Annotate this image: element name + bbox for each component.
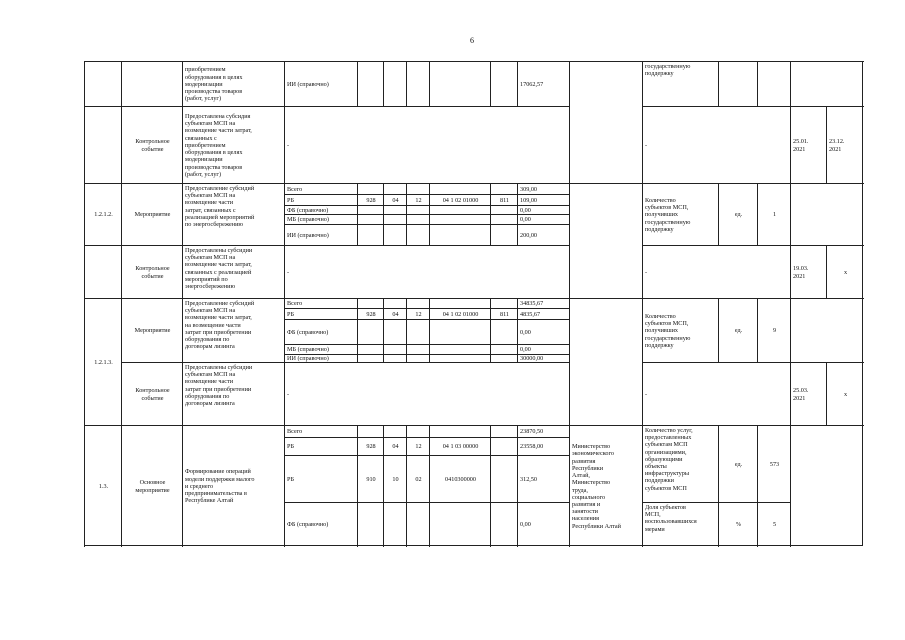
pr-cell-text: 12 [415, 196, 422, 204]
pr-cell-text: 02 [415, 475, 422, 483]
source-cell-text: ФБ (справочно) [287, 328, 329, 336]
date-start-cell-text: 19.03. 2021 [793, 265, 809, 280]
date-end-cell-text: x [843, 390, 848, 398]
source-cell-text: - [287, 390, 290, 398]
description-cell-text: Предоставлены субсидии субъектам МСП на возмещение части затрат при приобретении оборудования по договорам лизинга [185, 364, 253, 408]
source-cell-text: - [287, 268, 290, 276]
source-cell-text: МБ (справочно) [287, 346, 329, 354]
rz-cell-text: 04 [392, 196, 399, 204]
description-cell-text: приобретением оборудования в целях модернизации производства товаров (работ, услуг) [185, 66, 243, 103]
amount-cell-text: 200,00 [520, 231, 538, 239]
csr-cell-text: 04 1 02 01000 [442, 310, 479, 318]
date-end-cell-text: x [843, 268, 848, 276]
source-cell-text: - [287, 141, 290, 149]
rz-cell-text: 10 [392, 475, 399, 483]
source-cell-text: РБ [287, 310, 294, 318]
amount-cell-text: 312,50 [520, 475, 538, 483]
amount-cell-text: 109,00 [520, 196, 538, 204]
gr-cell-text: 928 [366, 443, 376, 451]
amount-cell-text: 4835,67 [520, 310, 541, 318]
rz-cell-text: 04 [392, 310, 399, 318]
source-cell-text: МБ (справочно) [287, 216, 329, 224]
code-cell-text: 1.2.1.3. [94, 358, 113, 366]
type-cell-text: Контрольное событие [135, 387, 170, 402]
amount-cell-text: 0,00 [520, 206, 531, 214]
value-cell-text: 573 [769, 460, 780, 468]
indicator-cell-text: государственную поддержку [645, 63, 691, 78]
indicator-cell-text: Количество субъектов МСП, получивших государственную поддержку [645, 312, 691, 349]
type-cell-text: Основное мероприятие [135, 479, 170, 494]
unit-cell-text: ед. [734, 327, 743, 335]
csr-cell-text: 04 1 03 00000 [442, 443, 479, 451]
amount-cell-text: 34835,67 [520, 300, 544, 308]
source-cell-text: ФБ (справочно) [287, 206, 329, 214]
amount-cell-text: 0,00 [520, 216, 531, 224]
value-cell-text: 9 [772, 327, 777, 335]
indicator-cell-text: - [645, 141, 648, 149]
amount-cell-text: 17062,57 [520, 80, 544, 88]
gr-cell-text: 910 [366, 475, 376, 483]
indicator-cell-text: Количество услуг, предоставленных субъектам МСП организациями, образующими объекты инфраструктуры поддержки субъектов МСП [645, 427, 693, 492]
unit-cell-text: % [735, 521, 742, 529]
rz-cell-text: 04 [392, 443, 399, 451]
indicator-cell-text: - [645, 390, 648, 398]
source-cell-text: РБ [287, 443, 294, 451]
source-cell-text: ИИ (справочно) [287, 231, 329, 239]
pr-cell-text: 12 [415, 310, 422, 318]
source-cell-text: ИИ (справочно) [287, 355, 329, 363]
vr-cell-text: 811 [499, 310, 510, 318]
code-cell-text: 1.3. [98, 482, 109, 490]
source-cell-text: РБ [287, 475, 294, 483]
description-cell-text: Формирование операций модели поддержки малого и среднего предпринимательства в Республике Алтай [185, 468, 255, 505]
source-cell-text: ИИ (справочно) [287, 80, 329, 88]
type-cell-text: Мероприятие [134, 211, 171, 219]
description-cell-text: Предоставлена субсидия субъектам МСП на возмещение части затрат, связанных с приобретением оборудования в целях модернизации производства товаров (работ, услуг) [185, 113, 252, 178]
date-start-cell-text: 25.03. 2021 [793, 387, 809, 402]
amount-cell-text: 30000,00 [520, 355, 544, 363]
type-cell-text: Контрольное событие [135, 265, 170, 280]
csr-cell-text: 04 1 02 01000 [442, 196, 479, 204]
executor-cell-text: Министерство экономического развития Республики Алтай, Министерство труда, социального развития и занятости населения Республики Алтай [572, 443, 621, 530]
amount-cell-text: 309,00 [520, 185, 538, 193]
description-cell-text: Предоставлены субсидии субъектам МСП на возмещение части затрат, связанных с реализацией мероприятий по энергосбережению [185, 247, 253, 291]
amount-cell-text: 23870,50 [520, 428, 544, 436]
code-cell-text: 1.2.1.2. [94, 211, 113, 219]
source-cell-text: ФБ (справочно) [287, 521, 329, 529]
page-number: 6 [470, 36, 474, 45]
gr-cell-text: 928 [366, 310, 376, 318]
source-cell-text: Всего [287, 185, 303, 193]
date-start-cell-text: 25.01. 2021 [793, 138, 809, 153]
amount-cell-text: 0,00 [520, 346, 531, 354]
indicator-cell-text: Доля субъектов МСП, воспользовавшихся мерами [645, 504, 697, 533]
unit-cell-text: ед. [734, 211, 743, 219]
type-cell-text: Мероприятие [134, 327, 171, 335]
amount-cell-text: 23558,00 [520, 443, 544, 451]
vr-cell-text: 811 [499, 196, 510, 204]
description-cell-text: Предоставление субсидий субъектам МСП на возмещение части затрат, на возмещение части затрат при приобретении оборудования по договорам лизинга [185, 300, 255, 351]
date-end-cell-text: 23.12. 2021 [829, 138, 845, 153]
csr-cell-text: 0410300000 [445, 475, 476, 483]
source-cell-text: РБ [287, 196, 294, 204]
amount-cell-text: 0,00 [520, 521, 531, 529]
indicator-cell-text: - [645, 268, 648, 276]
value-cell-text: 1 [772, 211, 777, 219]
type-cell-text: Контрольное событие [135, 138, 170, 153]
indicator-cell-text: Количество субъектов МСП, получивших государственную поддержку [645, 196, 691, 233]
gr-cell-text: 928 [366, 196, 376, 204]
table-frame [84, 61, 863, 546]
description-cell-text: Предоставление субсидий субъектам МСП на возмещение части затрат, связанных с реализацией мероприятий по энергосбережению [185, 185, 255, 229]
amount-cell-text: 0,00 [520, 328, 531, 336]
value-cell-text: 5 [772, 521, 777, 529]
unit-cell-text: ед. [734, 460, 743, 468]
source-cell-text: Всего [287, 300, 303, 308]
source-cell-text: Всего [287, 428, 303, 436]
pr-cell-text: 12 [415, 443, 422, 451]
